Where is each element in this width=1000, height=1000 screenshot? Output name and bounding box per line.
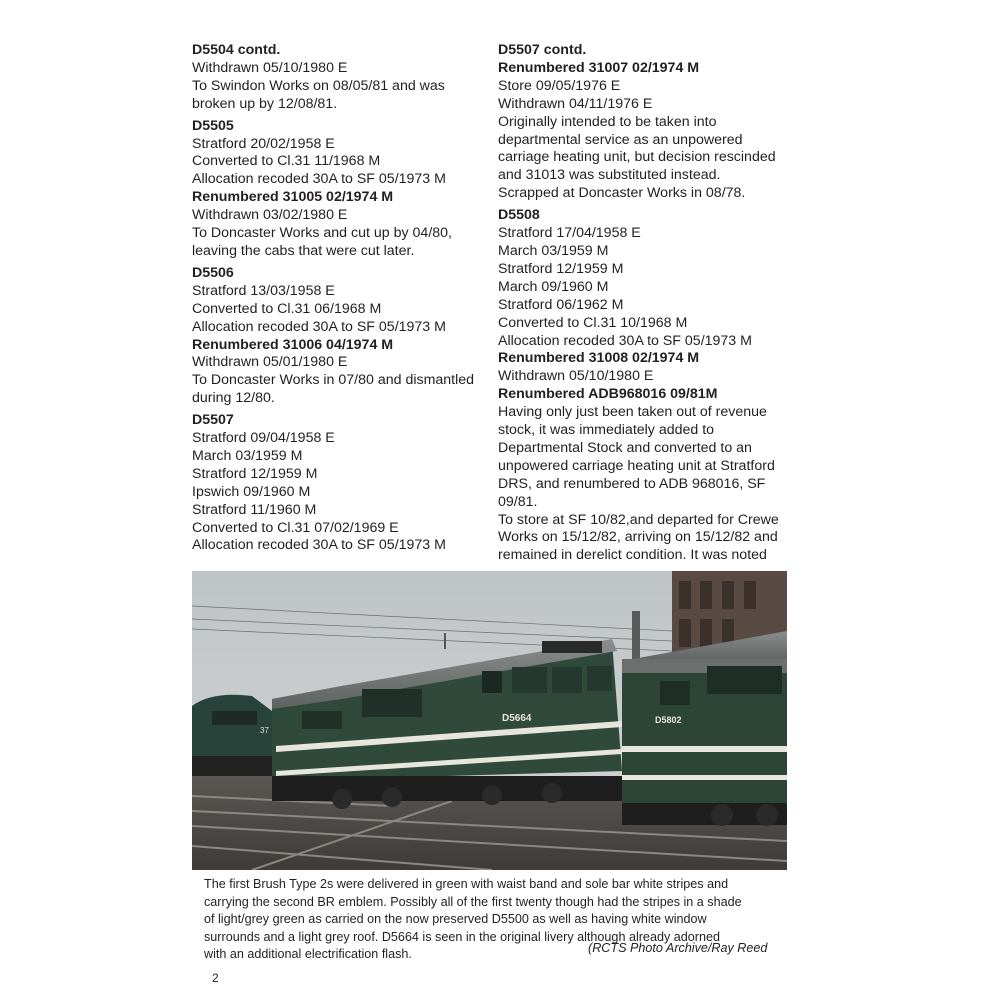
section-heading: D5508: [498, 207, 540, 224]
loco-number-d5664: D5664: [502, 713, 532, 724]
photo-credit: (RCTS Photo Archive/Ray Reed: [588, 941, 768, 955]
text-line: remained in derelict condition. It was noted: [498, 547, 767, 564]
text-line: Stratford 06/1962 M: [498, 296, 624, 313]
text-line: DRS, and renumbered to ADB 968016, SF: [498, 475, 766, 492]
text-line: Converted to Cl.31 07/02/1969 E: [192, 519, 399, 536]
locomotive-photo: [192, 571, 787, 870]
caption-line: carrying the second BR emblem. Possibly all of the first twenty though had the stripes in a shade: [204, 894, 742, 909]
text-line: Departmental Stock and converted to an: [498, 439, 752, 456]
renumbered-line: Renumbered 31005 02/1974 M: [192, 189, 394, 206]
renumbered-line: Renumbered ADB968016 09/81M: [498, 386, 718, 403]
caption-line: The first Brush Type 2s were delivered in green with waist band and sole bar white stripes and: [204, 877, 729, 891]
text-line: Withdrawn 05/10/1980 E: [192, 59, 348, 76]
section-heading: D5505: [192, 117, 234, 134]
text-line: Stratford 20/02/1958 E: [192, 135, 335, 152]
text-line: and 31013 was substituted instead.: [498, 167, 721, 184]
text-line: Stratford 12/1959 M: [498, 260, 624, 277]
text-line: departmental service as an unpowered: [498, 131, 743, 148]
text-line: broken up by 12/08/81.: [192, 95, 338, 112]
text-line: Converted to Cl.31 10/1968 M: [498, 314, 688, 331]
text-line: during 12/80.: [192, 390, 275, 407]
text-line: Works on 15/12/82, arriving on 15/12/82 and: [498, 529, 778, 546]
caption-line: with an additional electrification flash.: [204, 947, 412, 962]
text-line: To Doncaster Works and cut up by 04/80,: [192, 225, 452, 242]
renumbered-line: Renumbered 31006 04/1974 M: [192, 336, 394, 353]
text-line: Allocation recoded 30A to SF 05/1973 M: [498, 332, 752, 349]
text-line: Having only just been taken out of revenue: [498, 404, 767, 421]
section-heading: D5507 contd.: [498, 42, 587, 58]
section-heading: D5504 contd.: [192, 42, 281, 58]
class-37-locomotive: [192, 695, 272, 776]
section-heading: D5506: [192, 264, 234, 281]
text-line: Withdrawn 04/11/1976 E: [498, 95, 653, 112]
text-line: stock, it was immediately added to: [498, 422, 715, 439]
text-line: To Swindon Works on 08/05/81 and was: [192, 77, 445, 94]
text-line: Ipswich 09/1960 M: [192, 483, 311, 500]
text-line: carriage heating unit, but decision rescinded: [498, 149, 776, 166]
text-line: leaving the cabs that were cut later.: [192, 242, 415, 259]
text-line: Store 09/05/1976 E: [498, 77, 621, 94]
d5802-locomotive: [622, 631, 787, 826]
text-line: March 09/1960 M: [498, 278, 609, 295]
loco-number-d5802: D5802: [655, 715, 682, 725]
page-number: 2: [212, 971, 219, 985]
text-line: To store at SF 10/82,and departed for Crewe: [498, 511, 779, 528]
text-line: Scrapped at Doncaster Works in 08/78.: [498, 185, 746, 202]
loco-number-37: 37: [260, 726, 269, 735]
left-text-column: [192, 42, 482, 555]
text-line: Withdrawn 03/02/1980 E: [192, 207, 348, 224]
text-line: Stratford 17/04/1958 E: [498, 225, 641, 242]
text-line: Allocation recoded 30A to SF 05/1973 M: [192, 171, 446, 188]
renumbered-line: Renumbered 31007 02/1974 M: [498, 59, 700, 76]
text-line: Allocation recoded 30A to SF 05/1973 M: [192, 537, 446, 554]
text-line: Stratford 13/03/1958 E: [192, 282, 335, 299]
text-line: Withdrawn 05/01/1980 E: [192, 354, 348, 371]
caption-line: of light/grey green as carried on the now preserved D5500 as well as having white window: [204, 912, 707, 927]
text-line: Allocation recoded 30A to SF 05/1973 M: [192, 318, 446, 335]
right-text-column: [498, 42, 788, 565]
text-line: Withdrawn 05/10/1980 E: [498, 368, 654, 385]
text-line: March 03/1959 M: [192, 447, 303, 464]
renumbered-line: Renumbered 31008 02/1974 M: [498, 350, 700, 367]
text-line: To Doncaster Works in 07/80 and dismantled: [192, 372, 475, 389]
text-line: 09/81.: [498, 493, 538, 510]
text-line: unpowered carriage heating unit at Stratford: [498, 457, 775, 474]
text-line: Converted to Cl.31 11/1968 M: [192, 153, 381, 170]
text-line: Stratford 11/1960 M: [192, 501, 317, 518]
text-line: Stratford 12/1959 M: [192, 465, 318, 482]
caption-line: surrounds and a light grey roof. D5664 is seen in the original livery although already adorned: [204, 929, 720, 944]
text-line: Stratford 09/04/1958 E: [192, 430, 335, 447]
text-line: Originally intended to be taken into: [498, 113, 717, 130]
text-line: Converted to Cl.31 06/1968 M: [192, 300, 382, 317]
text-line: March 03/1959 M: [498, 242, 609, 259]
section-heading: D5507: [192, 412, 234, 429]
